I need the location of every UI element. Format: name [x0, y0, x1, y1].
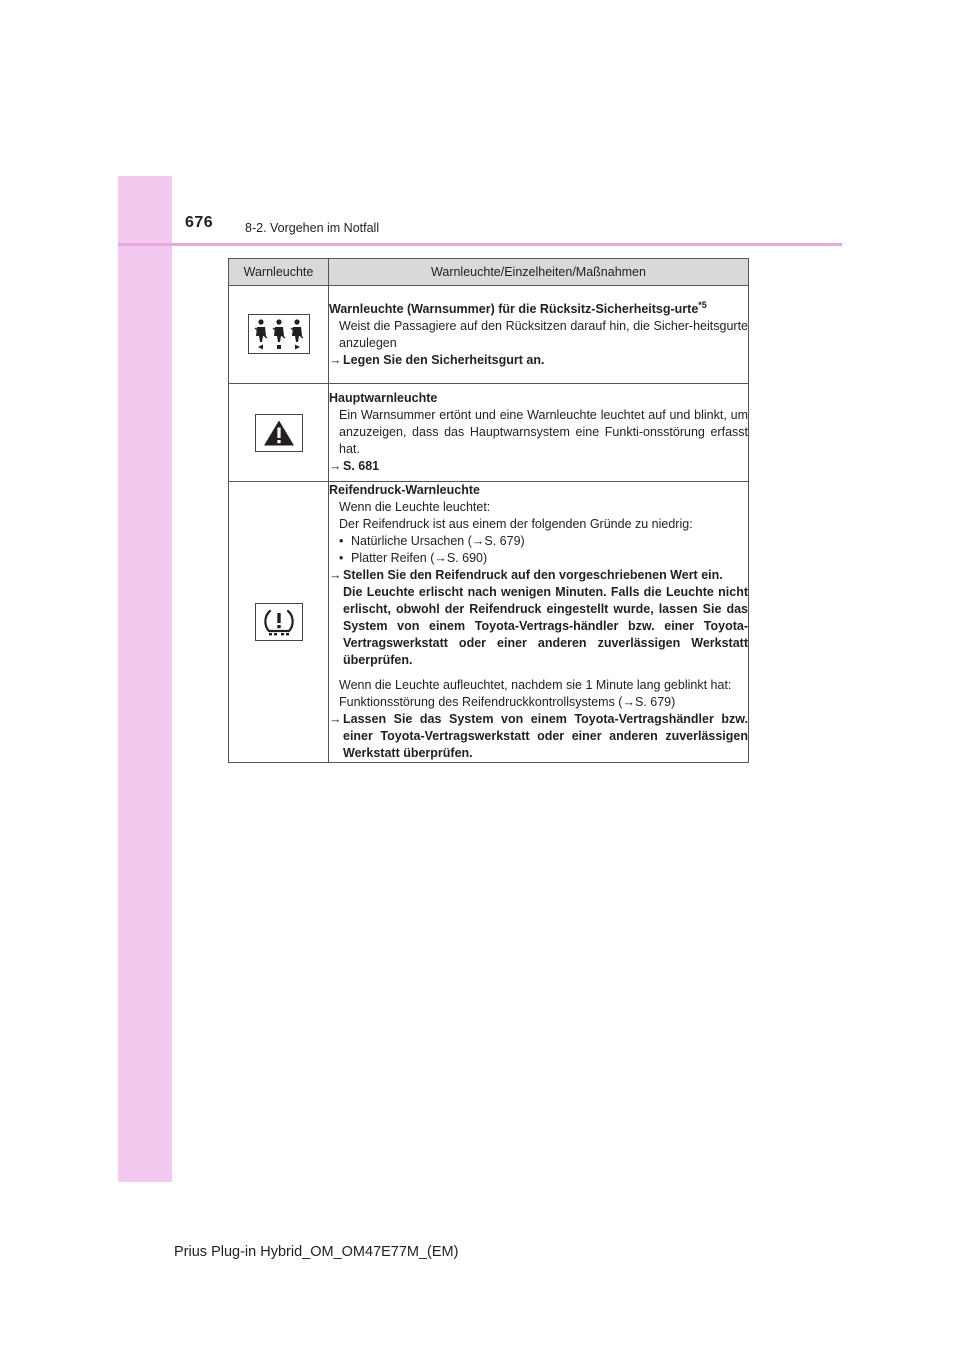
- row-action: → Lassen Sie das System von einem Toyota-Vertragshändler bzw. einer Toyota-Vertragswerkstatt oder einer anderen zuverlässigen Werkstatt überprüfen.: [329, 712, 748, 760]
- row-title: Hauptwarnleuchte: [329, 391, 438, 405]
- document-footer: Prius Plug-in Hybrid_OM_OM47E77M_(EM): [174, 1244, 459, 1260]
- icon-cell: [229, 286, 329, 384]
- arrow-icon: →: [329, 712, 342, 726]
- footnote-marker: *5: [698, 299, 707, 310]
- details-cell: [329, 384, 749, 482]
- page-reference: S. 681: [343, 459, 380, 473]
- bullet-icon: •: [339, 551, 344, 565]
- arrow-icon: →: [329, 459, 342, 473]
- row-description: Ein Warnsummer ertönt und eine Warnleuchte leuchtet auf und blinkt, um anzuzeigen, dass das Hauptwarnsystem eine Funkti-onsstörung erfasst hat.: [339, 408, 748, 456]
- list-item: • Natürliche Ursachen (→S. 679): [339, 534, 525, 548]
- header-divider: [118, 243, 842, 246]
- table-header-row: [229, 259, 749, 286]
- row-title: Reifendruck-Warnleuchte: [329, 483, 480, 497]
- table-row: [229, 384, 749, 482]
- column-header-details: Warnleuchte/Einzelheiten/Maßnahmen: [329, 259, 749, 286]
- tire-pressure-warning-icon: [255, 603, 303, 641]
- arrow-icon: →: [329, 568, 342, 582]
- section-title: 8-2. Vorgehen im Notfall: [245, 221, 380, 235]
- row-description: Weist die Passagiere auf den Rücksitzen darauf hin, die Sicher-heitsgurte anzulegen: [339, 318, 748, 350]
- row-description: Der Reifendruck ist aus einem der folgenden Gründe zu niedrig:: [339, 517, 693, 531]
- table-row: [229, 482, 749, 763]
- action-note: Die Leuchte erlischt nach wenigen Minuten. Falls die Leuchte nicht erlischt, obwohl der Reifendruck eingestellt wurde, lassen Sie das System von einem Toyota-Vertrags-händler bzw. einer Toyota-Vertragswerkstatt oder einer anderen zuverlässigen Werkstatt überprüfen.: [343, 585, 748, 667]
- details-cell: [329, 482, 749, 763]
- warning-light-table: [228, 258, 749, 763]
- master-warning-triangle-icon: [255, 414, 303, 452]
- details-cell: [329, 286, 749, 384]
- rear-seatbelt-reminder-icon: [248, 314, 310, 354]
- list-item: • Platter Reifen (→S. 690): [339, 551, 488, 565]
- row-description: Funktionsstörung des Reifendruckkontrollsystems (→S. 679): [339, 695, 676, 709]
- table-row: [229, 286, 749, 384]
- row-condition: Wenn die Leuchte aufleuchtet, nachdem sie 1 Minute lang geblinkt hat:: [339, 678, 732, 692]
- row-action: → Stellen Sie den Reifendruck auf den vorgeschriebenen Wert ein. Die Leuchte erlischt nach wenigen Minuten. Falls die Leuchte nicht erlischt, obwohl der Reifendruck eingestellt wurde, lassen Sie das System von einem Toyota-Vertrags-händler bzw. einer Toyota-Vertragswerkstatt oder einer anderen zuverlässigen Werkstatt überprüfen.: [329, 568, 748, 667]
- icon-cell: [229, 482, 329, 763]
- row-condition: Wenn die Leuchte leuchtet:: [339, 500, 491, 514]
- icon-cell: [229, 384, 329, 482]
- row-action: → Legen Sie den Sicherheitsgurt an.: [329, 352, 545, 367]
- row-title: Warnleuchte (Warnsummer) für die Rücksitz-Sicherheitsg-urte$^{*5}$: [329, 299, 707, 316]
- arrow-icon: →: [329, 352, 342, 367]
- page-number: 676: [185, 214, 214, 231]
- column-header-warning-light: Warnleuchte: [229, 259, 329, 286]
- row-action: [329, 458, 748, 475]
- bullet-icon: •: [339, 534, 344, 548]
- chapter-side-tab: [118, 176, 172, 1182]
